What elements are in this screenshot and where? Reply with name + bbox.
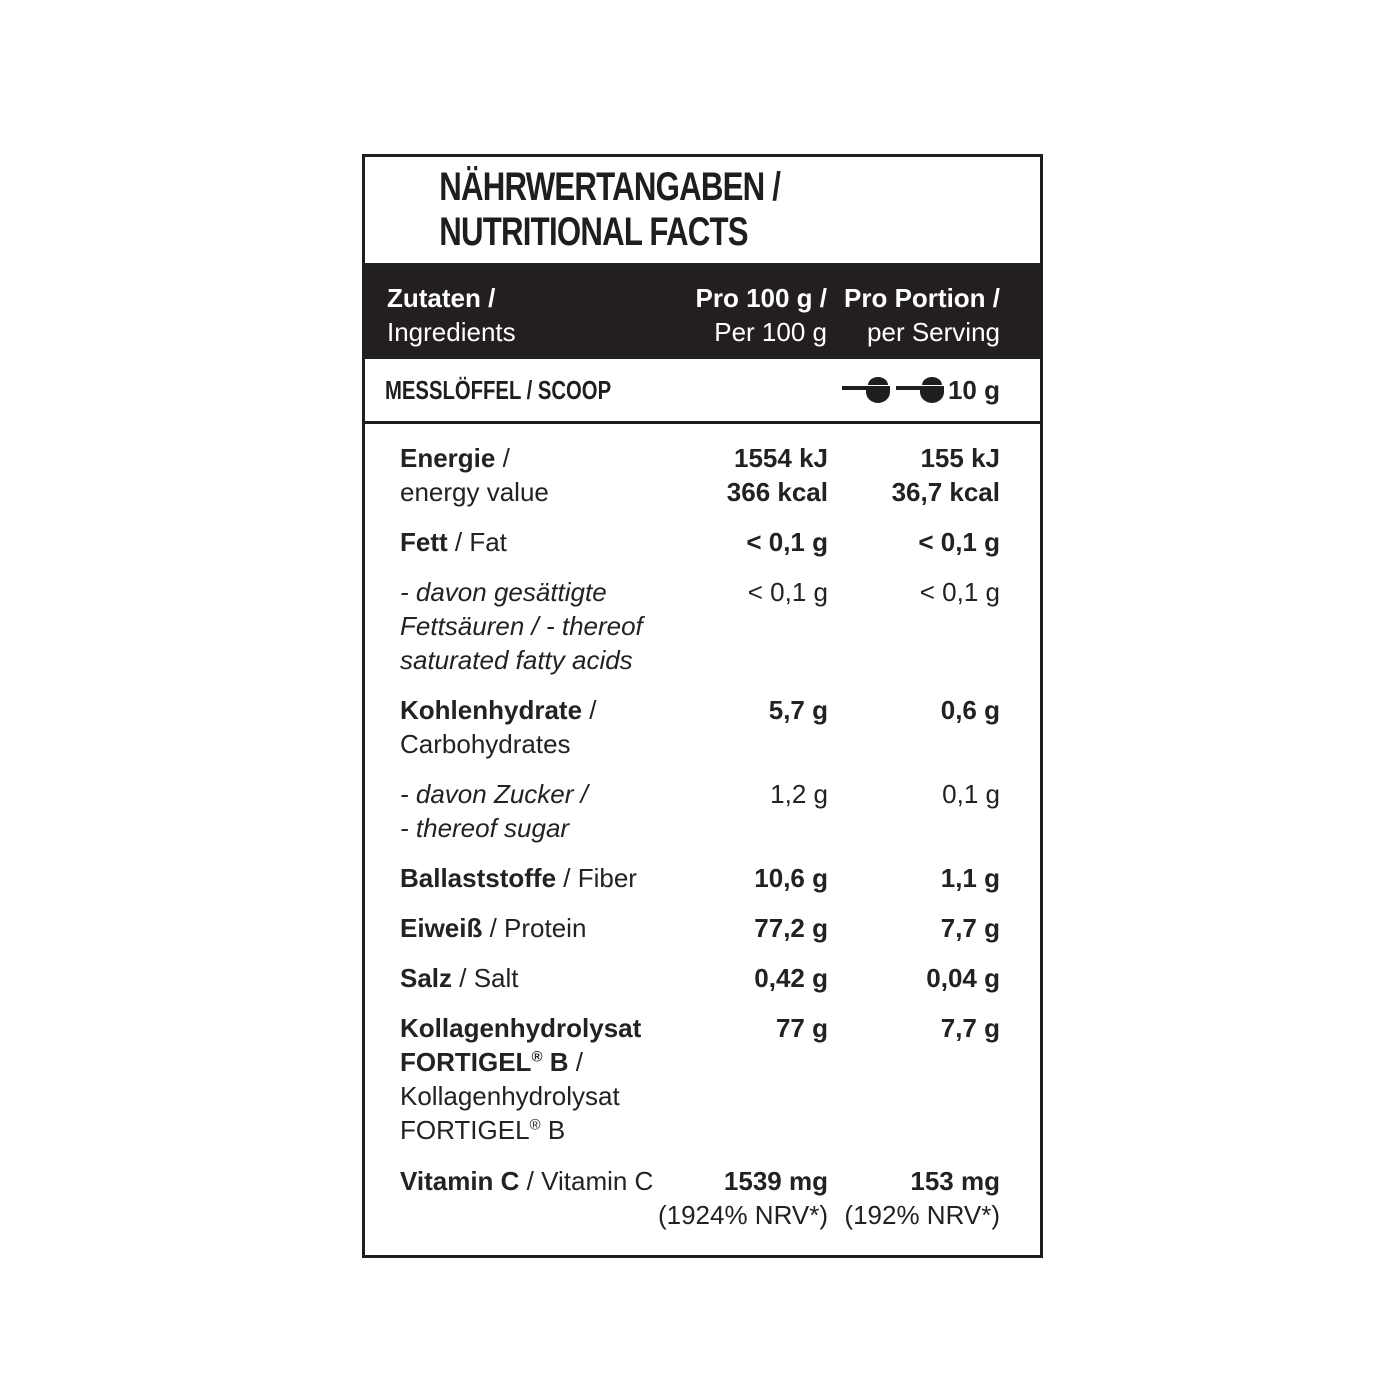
label-de: Ballaststoffe (400, 863, 557, 893)
scoop-label: MESSLÖFFEL / SCOOP (385, 375, 612, 405)
header-ingredients-de: Zutaten / (387, 283, 496, 313)
header-serving-de: Pro Portion / (844, 283, 1000, 313)
label-en: / Fiber (556, 863, 637, 893)
registered-mark: ® (531, 1048, 543, 1066)
value-serving: 0,04 g (926, 963, 1000, 993)
label-line: - davon gesättigte (400, 577, 607, 607)
panel-title: NÄHRWERTANGABEN / NUTRITIONAL FACTS (439, 165, 781, 254)
header-per-serving (844, 281, 1000, 349)
label-en: / Fat (447, 527, 507, 557)
label-en-brand: FORTIGEL (400, 1115, 530, 1145)
value-serving: < 0,1 g (919, 577, 1000, 607)
nutrition-facts-panel (362, 154, 1043, 1258)
value-kj: 155 kJ (920, 443, 1000, 473)
value-per100: < 0,1 g (746, 527, 828, 557)
label-sep: / (582, 695, 597, 725)
scoop-icons (842, 375, 948, 405)
value-serving: 0,1 g (942, 779, 1000, 809)
header-ingredients (387, 281, 516, 349)
value-per100: 77,2 g (754, 913, 828, 943)
row-label (400, 961, 680, 995)
label-sep: / (568, 1047, 583, 1077)
label-line: - thereof sugar (400, 813, 570, 843)
value-serving: 1,1 g (940, 863, 1000, 893)
value-amount: 1539 mg (723, 1166, 828, 1196)
value-serving: < 0,1 g (918, 527, 1000, 557)
value-nrv: (1924% NRV*) (657, 1200, 828, 1230)
value-per100 (727, 441, 828, 509)
label-de-suffix: B (542, 1047, 569, 1077)
measuring-scoop-icon (896, 375, 948, 405)
label-de: Kohlenhydrate (400, 695, 583, 725)
label-en: Kollagenhydrolysat (400, 1081, 620, 1111)
row-label (400, 777, 680, 845)
label-sep: / (495, 443, 510, 473)
header-ingredients-en: Ingredients (387, 317, 516, 347)
row-label (400, 911, 680, 945)
value-serving (844, 1164, 1000, 1232)
row-label (400, 1164, 690, 1198)
value-per100 (658, 1164, 828, 1232)
row-label (400, 1011, 680, 1147)
measuring-scoop-icon (842, 375, 894, 405)
table-header (365, 263, 1040, 359)
scoop-value: 10 g (947, 375, 1000, 405)
value-per100: 5,7 g (768, 695, 828, 725)
value-per100: 77 g (775, 1013, 828, 1043)
label-line: Fettsäuren / - thereof (400, 611, 643, 641)
label-line: - davon Zucker / (400, 779, 588, 809)
value-kcal: 36,7 kcal (891, 477, 1000, 507)
row-label (400, 575, 680, 677)
label-de-brand: FORTIGEL (400, 1047, 532, 1077)
label-en-suffix: B (540, 1115, 566, 1145)
header-per100-de: Pro 100 g / (695, 283, 827, 313)
value-serving: 7,7 g (940, 1013, 1000, 1043)
value-serving: 0,6 g (940, 695, 1000, 725)
value-serving (892, 441, 1000, 509)
label-en: / Protein (482, 913, 587, 943)
header-serving-en: per Serving (867, 317, 1000, 347)
scoop-row (365, 359, 1040, 424)
label-en: Carbohydrates (400, 729, 571, 759)
value-per100: 10,6 g (754, 863, 828, 893)
registered-mark: ® (529, 1116, 541, 1134)
value-per100: 1,2 g (770, 779, 828, 809)
value-nrv: (192% NRV*) (844, 1200, 1000, 1230)
header-per-100g (696, 281, 828, 349)
label-de: Eiweiß (400, 913, 483, 943)
value-kj: 1554 kJ (734, 443, 828, 473)
value-kcal: 366 kcal (726, 477, 828, 507)
row-label (400, 525, 680, 559)
label-de: Energie (400, 443, 496, 473)
label-de: Vitamin C (400, 1166, 520, 1196)
value-per100: 0,42 g (754, 963, 828, 993)
label-de: Kollagenhydrolysat (400, 1013, 642, 1043)
label-en: / Salt (452, 963, 519, 993)
row-label (400, 693, 680, 761)
label-en: energy value (400, 477, 549, 507)
value-serving: 7,7 g (940, 913, 1000, 943)
label-de: Salz (400, 963, 453, 993)
header-per100-en: Per 100 g (714, 317, 827, 347)
value-per100: < 0,1 g (747, 577, 828, 607)
label-line: saturated fatty acids (400, 645, 633, 675)
value-amount: 153 mg (910, 1166, 1000, 1196)
row-label (400, 441, 680, 509)
label-de: Fett (400, 527, 448, 557)
label-en: / Vitamin C (519, 1166, 654, 1196)
row-label (400, 861, 680, 895)
